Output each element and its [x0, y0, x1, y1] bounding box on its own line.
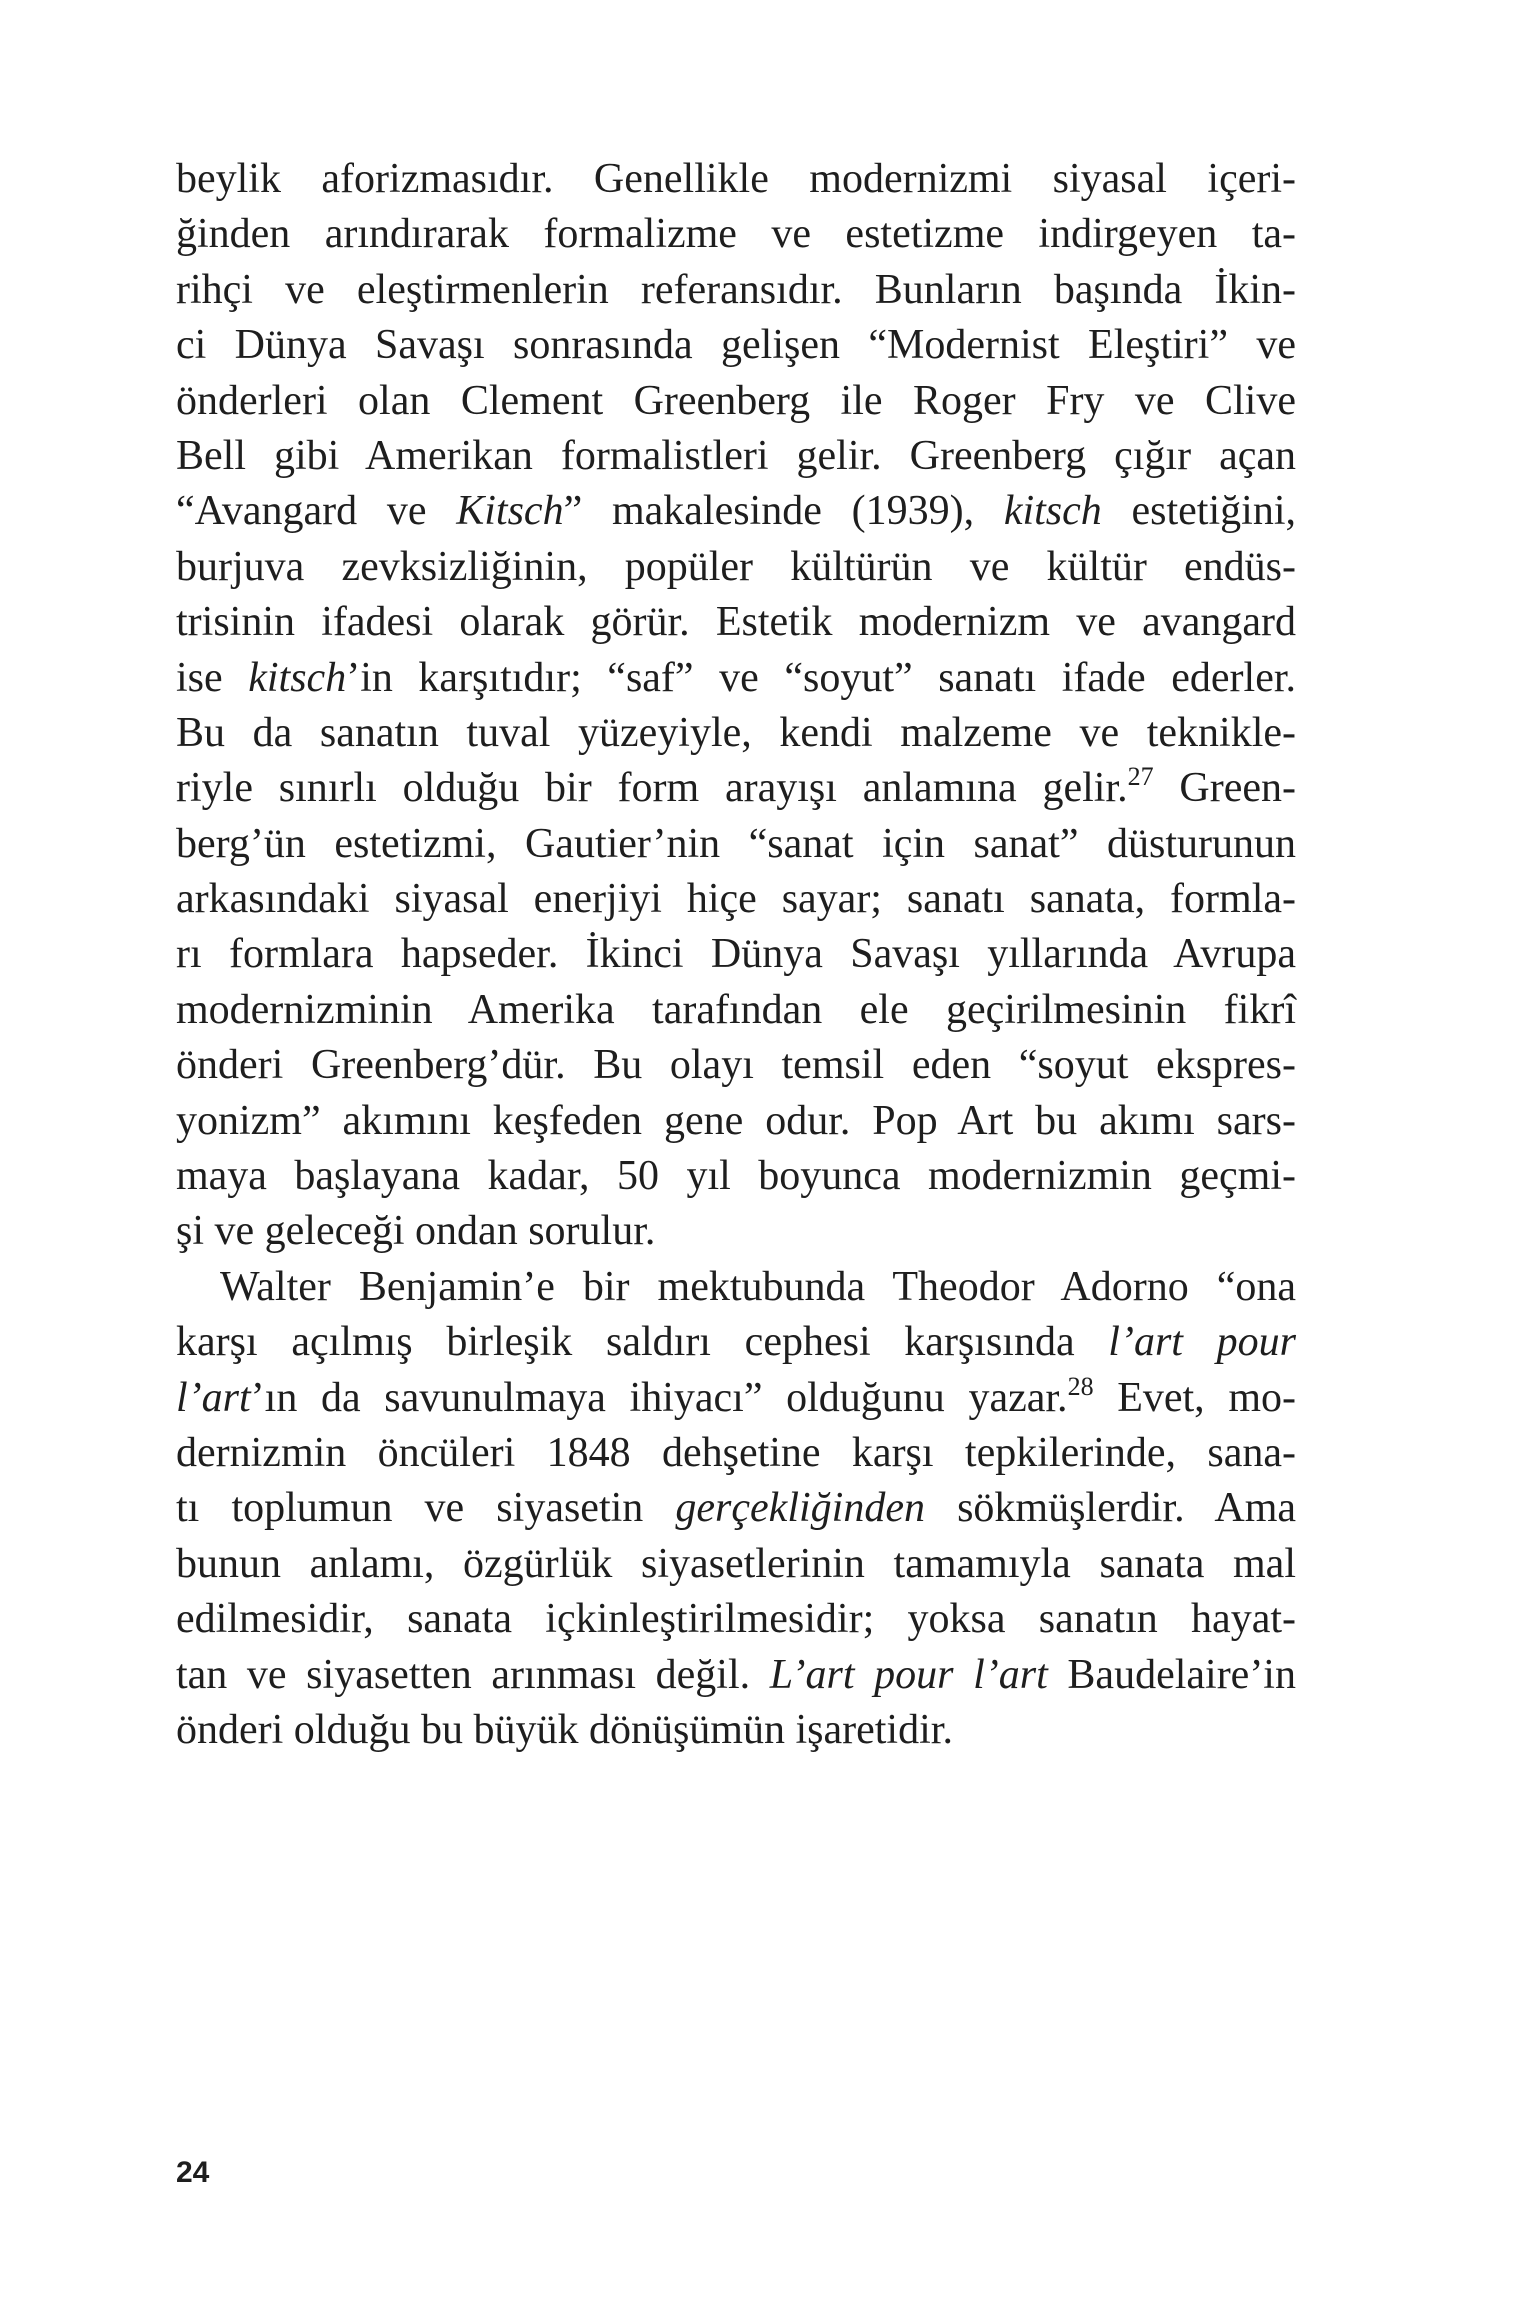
- text-line: [176, 540, 1296, 595]
- text-segment: sökmüşlerdir. Ama: [924, 1485, 1296, 1532]
- text-segment: beylik aforizmasıdır. Genellikle modernizmi siyasal içeri-: [176, 156, 1296, 202]
- page-number: 24: [176, 2156, 210, 2189]
- text-segment: ise: [176, 654, 249, 701]
- text-segment: Bu da sanatın tuval yüzeyiyle, kendi malzeme ve teknikle-: [176, 709, 1296, 756]
- text-segment: riyle sınırlı olduğu bir form arayışı anlamına gelir.: [176, 765, 1128, 812]
- paragraph: [176, 152, 1296, 1260]
- text-line: [176, 429, 1296, 484]
- text-segment: edilmesidir, sanata içkinleştirilmesidir; yoksa sanatın hayat-: [176, 1596, 1296, 1643]
- text-line: [176, 1592, 1296, 1647]
- italic-text: gerçekliğinden: [675, 1485, 925, 1532]
- text-segment: önderi olduğu bu büyük dönüşümün işaretidir.: [176, 1706, 953, 1753]
- text-line: [176, 872, 1296, 927]
- text-segment: maya başlayana kadar, 50 yıl boyunca modernizmin geçmi-: [176, 1153, 1296, 1200]
- text-segment: önderleri olan Clement Greenberg ile Roger Fry ve Clive: [176, 377, 1296, 424]
- text-line: [176, 374, 1296, 429]
- text-segment: “Avangard ve: [176, 488, 457, 535]
- text-segment: Evet, mo-: [1093, 1374, 1296, 1421]
- italic-text: kitsch: [1003, 488, 1102, 535]
- text-segment: bunun anlamı, özgürlük siyasetlerinin tamamıyla sanata mal: [176, 1540, 1296, 1587]
- text-line: [176, 1260, 1296, 1315]
- text-segment: burjuva zevksizliğinin, popüler kültürün ve kültür endüs-: [176, 543, 1296, 590]
- text-line: [176, 761, 1296, 816]
- footnote-marker: 28: [1067, 1371, 1094, 1401]
- text-segment: ’ın da savunulmaya ihiyacı” olduğunu yazar.: [250, 1374, 1068, 1421]
- text-segment: rı formlara hapseder. İkinci Dünya Savaşı yıllarında Avrupa: [176, 931, 1296, 978]
- text-segment: Bell gibi Amerikan formalistleri gelir. Greenberg çığır açan: [176, 432, 1296, 479]
- text-segment: ğinden arındırarak formalizme ve estetizme indirgeyen ta-: [176, 211, 1296, 258]
- text-line: [176, 651, 1296, 706]
- text-line: [176, 1038, 1296, 1093]
- text-line: [176, 1315, 1296, 1370]
- text-segment: önderi Greenberg’dür. Bu olayı temsil eden “soyut ekspres-: [176, 1042, 1296, 1089]
- text-segment: rihçi ve eleştirmenlerin referansıdır. Bunların başında İkin-: [176, 266, 1296, 313]
- text-segment: berg’ün estetizmi, Gautier’nin “sanat için sanat” düsturunun: [176, 820, 1296, 867]
- text-segment: ” makalesinde (1939),: [563, 488, 1004, 535]
- text-line: [176, 1481, 1296, 1536]
- footnote-marker: 27: [1127, 762, 1154, 792]
- text-line: [176, 1426, 1296, 1481]
- text-line: [176, 1149, 1296, 1204]
- text-line: [176, 152, 1296, 207]
- italic-text: Kitsch: [456, 488, 564, 535]
- text-segment: tan ve siyasetten arınması değil.: [176, 1651, 770, 1698]
- paragraph: [176, 1260, 1296, 1759]
- text-segment: Baudelaire’in: [1047, 1651, 1296, 1698]
- text-line: [176, 263, 1296, 318]
- text-line: [176, 927, 1296, 982]
- text-segment: arkasındaki siyasal enerjiyi hiçe sayar; sanatı sanata, formla-: [176, 876, 1296, 923]
- text-segment: Green-: [1153, 765, 1296, 812]
- text-line: [176, 1204, 1296, 1259]
- text-line: [176, 706, 1296, 761]
- text-line: [176, 595, 1296, 650]
- text-line: [176, 318, 1296, 373]
- italic-text: kitsch: [248, 654, 347, 701]
- text-segment: yonizm” akımını keşfeden gene odur. Pop Art bu akımı sars-: [176, 1097, 1296, 1144]
- text-line: [176, 1537, 1296, 1592]
- text-line: [176, 484, 1296, 539]
- text-line: [176, 1371, 1296, 1426]
- text-segment: trisinin ifadesi olarak görür. Estetik modernizm ve avangard: [176, 599, 1296, 646]
- text-line: [176, 1094, 1296, 1149]
- text-segment: Walter Benjamin’e bir mektubunda Theodor Adorno “ona: [220, 1263, 1296, 1310]
- text-line: [176, 1703, 1296, 1758]
- italic-text: L’art pour l’art: [769, 1651, 1048, 1698]
- text-segment: ci Dünya Savaşı sonrasında gelişen “Modernist Eleştiri” ve: [176, 322, 1296, 369]
- text-segment: karşı açılmış birleşik saldırı cephesi karşısında: [176, 1319, 1109, 1366]
- text-segment: modernizminin Amerika tarafından ele geçirilmesinin fikrî: [176, 986, 1296, 1033]
- text-segment: şi ve geleceği ondan sorulur.: [176, 1208, 656, 1255]
- body-text: [176, 152, 1296, 1758]
- italic-text: l’art: [176, 1374, 251, 1421]
- text-line: [176, 983, 1296, 1038]
- text-segment: dernizmin öncüleri 1848 dehşetine karşı tepkilerinde, sana-: [176, 1429, 1296, 1476]
- text-line: [176, 817, 1296, 872]
- italic-text: l’art pour: [1108, 1319, 1297, 1366]
- text-line: [176, 1648, 1296, 1703]
- text-segment: tı toplumun ve siyasetin: [176, 1485, 676, 1532]
- text-line: [176, 207, 1296, 262]
- text-segment: ’in karşıtıdır; “saf” ve “soyut” sanatı ifade ederler.: [346, 654, 1297, 701]
- text-segment: estetiğini,: [1101, 488, 1296, 535]
